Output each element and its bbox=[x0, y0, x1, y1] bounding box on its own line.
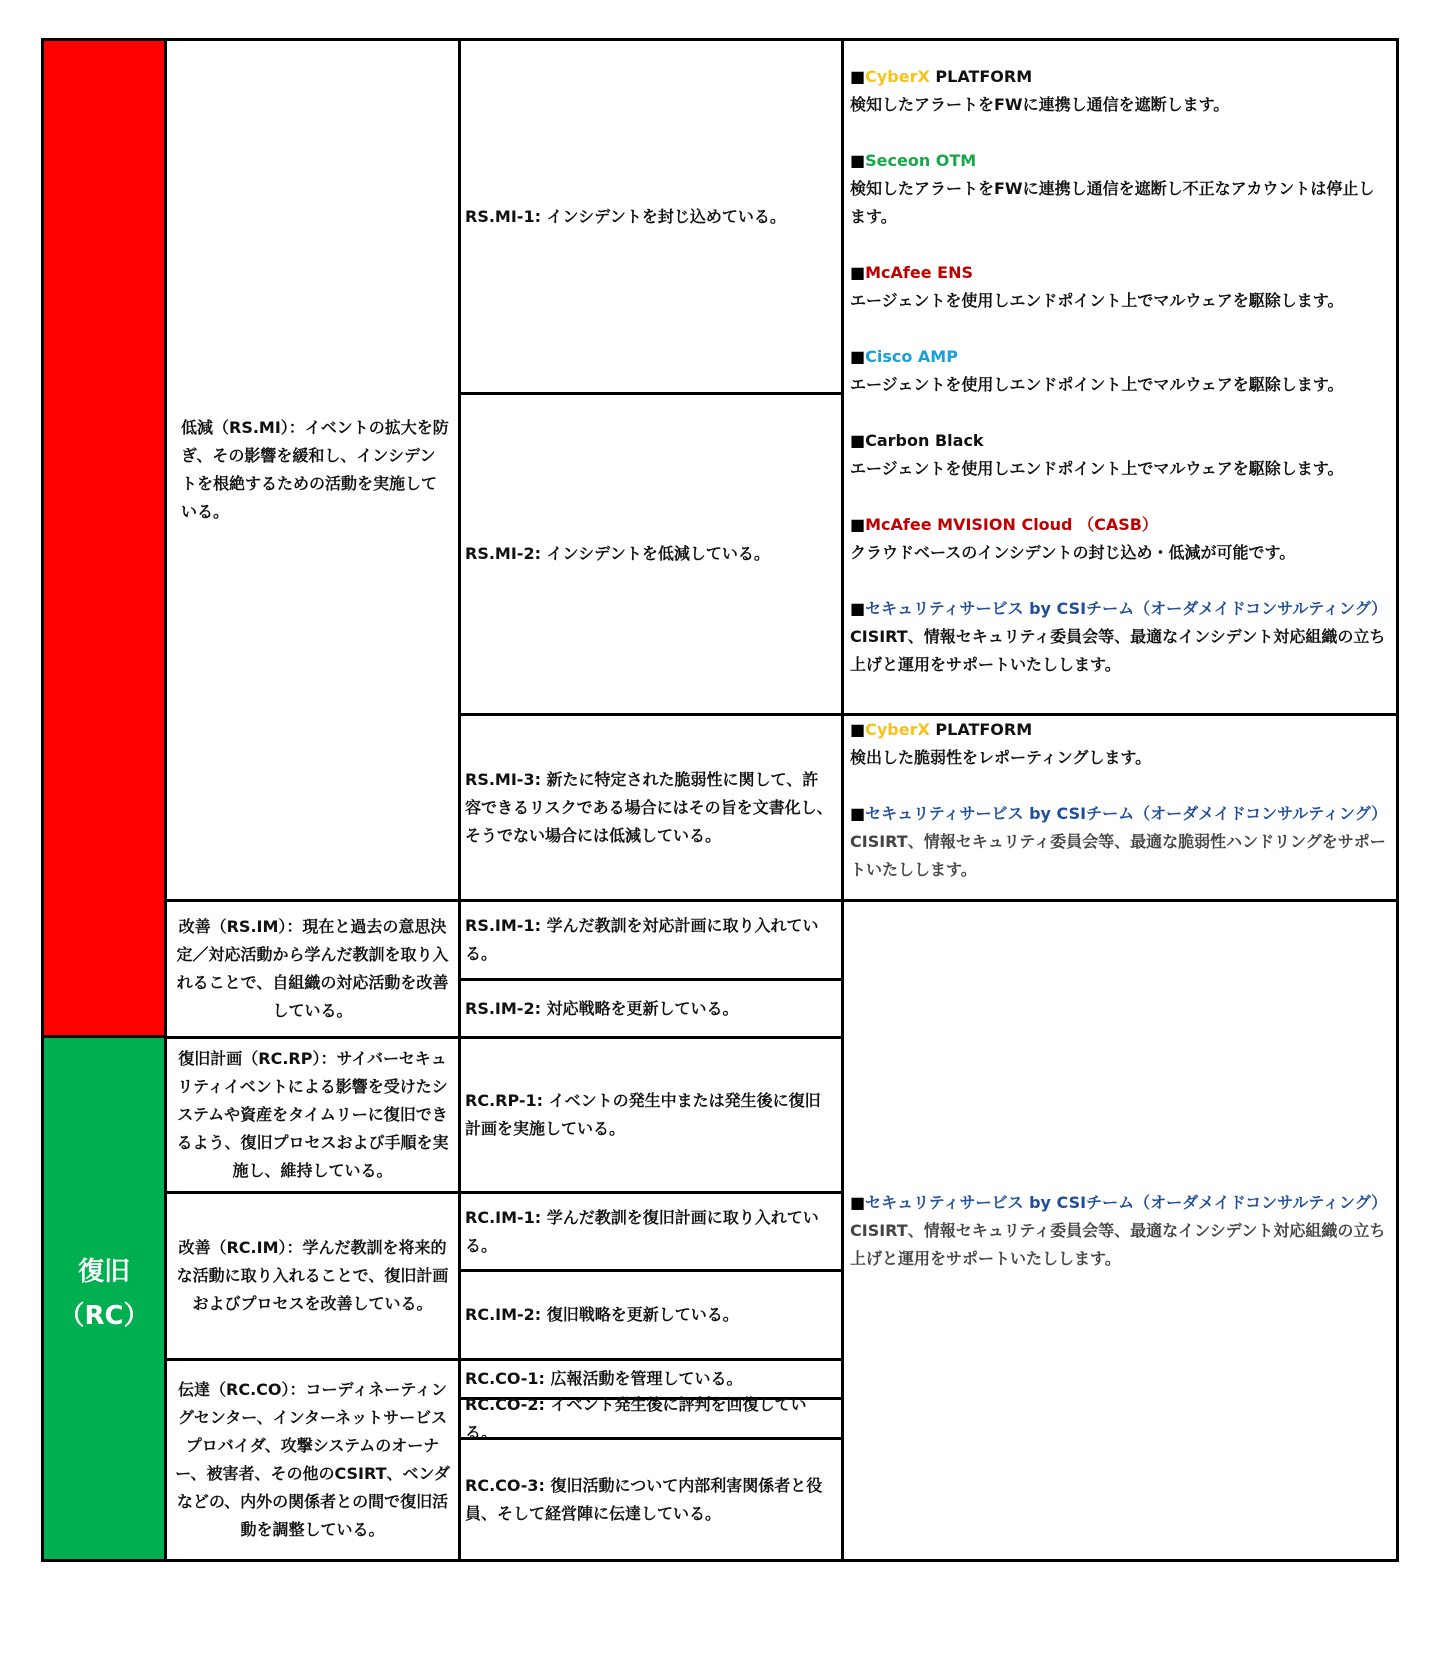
item-rs-mi-1-text: RS.MI-1: インシデントを封じ込めている。 bbox=[465, 206, 786, 226]
product-csi-name: セキュリティサービス by CSIチーム（オーダメイドコンサルティング） bbox=[865, 599, 1388, 618]
item-rc-co-2 bbox=[458, 1394, 844, 1442]
product-mvision-desc: クラウドベースのインシデントの封じ込め・低減が可能です。 bbox=[850, 543, 1296, 562]
item-rc-im-2-text: RC.IM-2: 復旧戦略を更新している。 bbox=[465, 1305, 739, 1324]
bullet-icon: ■ bbox=[850, 599, 866, 618]
subcategory-rc-rp-text: 復旧計画（RC.RP）：サイバーセキュリティイベントによる影響を受けたシステムや資産をタイムリーに復旧できるよう、復旧プロセスおよび手順を実施し、維持している。 bbox=[176, 1049, 449, 1180]
products-list bbox=[850, 63, 1390, 707]
item-rs-im-1 bbox=[458, 899, 844, 981]
item-rs-im-2-text: RS.IM-2: 対応戦略を更新している。 bbox=[465, 998, 739, 1018]
subcategory-rs-mi-text: 低減（RS.MI）：イベントの拡大を防ぎ、その影響を緩和し、インシデントを根絶するための活動を実施している。 bbox=[181, 418, 449, 521]
product-cyberx-desc: 検知したアラートをFWに連携し通信を遮断します。 bbox=[850, 95, 1230, 114]
item-rs-mi-1 bbox=[458, 38, 844, 395]
bullet-icon: ■ bbox=[850, 431, 866, 450]
item-rc-co-2-text: RC.CO-2: イベント発生後に評判を回復している。 bbox=[465, 1394, 807, 1442]
product-mcafee-ens bbox=[850, 259, 1390, 315]
item-rc-rp-1-text: RC.RP-1: イベントの発生中または発生後に復旧計画を実施している。 bbox=[465, 1091, 821, 1138]
bullet-icon: ■ bbox=[850, 720, 866, 739]
bullet-icon: ■ bbox=[850, 515, 866, 534]
subcategory-rc-rp bbox=[164, 1036, 461, 1194]
products-list bbox=[850, 716, 1390, 884]
rc-label-line2: （RC） bbox=[58, 1301, 150, 1331]
product-csi bbox=[850, 800, 1390, 884]
product-mvision-name: McAfee MVISION Cloud （CASB） bbox=[865, 515, 1158, 534]
rs-category-band bbox=[41, 38, 167, 1038]
item-rs-mi-2-text: RS.MI-2: インシデントを低減している。 bbox=[465, 544, 770, 563]
product-mcafee-ens-name: McAfee ENS bbox=[865, 263, 973, 282]
subcategory-rs-mi bbox=[164, 38, 461, 902]
product-carbon-black-desc: エージェントを使用しエンドポイント上でマルウェアを駆除します。 bbox=[850, 459, 1344, 478]
product-cyberx-desc: 検出した脆弱性をレポーティングします。 bbox=[850, 748, 1152, 767]
item-rs-mi-2 bbox=[458, 392, 844, 716]
item-rc-rp-1 bbox=[458, 1036, 844, 1194]
product-csi-name: セキュリティサービス by CSIチーム（オーダメイドコンサルティング） bbox=[865, 1192, 1388, 1212]
product-seceon-name: Seceon OTM bbox=[865, 151, 977, 170]
subcategory-rc-co-text: 伝達（RC.CO）：コーディネーティングセンター、インターネットサービスプロバイダ、攻撃システムのオーナー、被害者、その他のCSIRT、ベンダなどの、内外の関係者との間で復旧活動を調整している。 bbox=[175, 1380, 450, 1539]
product-cyberx-name-a: CyberX bbox=[865, 720, 930, 739]
item-rc-im-2 bbox=[458, 1269, 844, 1361]
subcategory-rs-im bbox=[164, 899, 461, 1039]
product-csi bbox=[850, 1189, 1390, 1273]
item-rc-im-1-text: RC.IM-1: 学んだ教訓を復旧計画に取り入れている。 bbox=[465, 1207, 819, 1255]
products-rs-im-rc bbox=[841, 899, 1399, 1562]
product-carbon-black bbox=[850, 427, 1390, 483]
rc-category-label bbox=[44, 1250, 164, 1338]
products-list bbox=[850, 1189, 1390, 1273]
product-carbon-black-name: Carbon Black bbox=[865, 431, 984, 450]
item-rc-co-1-text: RC.CO-1: 広報活動を管理している。 bbox=[465, 1369, 743, 1388]
product-csi-desc: CISIRT、情報セキュリティ委員会等、最適なインシデント対応組織の立ち上げと運用をサポートいたしします。 bbox=[850, 627, 1386, 674]
item-rs-im-2 bbox=[458, 978, 844, 1039]
product-cisco-amp-name: Cisco AMP bbox=[865, 347, 958, 366]
bullet-icon: ■ bbox=[850, 151, 866, 170]
product-csi-desc: CISIRT、情報セキュリティ委員会等、最適なインシデント対応組織の立ち上げと運用をサポートいたしします。 bbox=[850, 1220, 1386, 1268]
product-mcafee-ens-desc: エージェントを使用しエンドポイント上でマルウェアを駆除します。 bbox=[850, 291, 1344, 310]
product-cisco-amp-desc: エージェントを使用しエンドポイント上でマルウェアを駆除します。 bbox=[850, 375, 1344, 394]
product-csi-name: セキュリティサービス by CSIチーム（オーダメイドコンサルティング） bbox=[865, 804, 1388, 823]
subcategory-rc-co bbox=[164, 1358, 461, 1562]
product-seceon-desc: 検知したアラートをFWに連携し通信を遮断し不正なアカウントは停止します。 bbox=[850, 179, 1375, 226]
item-rs-im-1-text: RS.IM-1: 学んだ教訓を対応計画に取り入れている。 bbox=[465, 916, 819, 963]
product-cyberx bbox=[850, 63, 1390, 119]
item-rs-mi-3 bbox=[458, 713, 844, 902]
product-cyberx-name-b: PLATFORM bbox=[929, 720, 1033, 739]
products-rs-mi-1-2 bbox=[841, 38, 1399, 716]
item-rs-mi-3-text: RS.MI-3: 新たに特定された脆弱性に関して、許容できるリスクである場合にはその旨を文書化し、そうでない場合には低減している。 bbox=[465, 769, 833, 845]
bullet-icon: ■ bbox=[850, 347, 866, 366]
bullet-icon: ■ bbox=[850, 804, 866, 823]
product-seceon bbox=[850, 147, 1390, 231]
bullet-icon: ■ bbox=[850, 263, 866, 282]
bullet-icon: ■ bbox=[850, 1192, 866, 1212]
item-rc-im-1 bbox=[458, 1191, 844, 1272]
rc-category-band bbox=[41, 1038, 167, 1562]
product-csi bbox=[850, 595, 1390, 679]
subcategory-rc-im bbox=[164, 1191, 461, 1361]
product-cyberx bbox=[850, 716, 1390, 772]
item-rc-co-3-text: RC.CO-3: 復旧活動について内部利害関係者と役員、そして経営陣に伝達している。 bbox=[465, 1475, 823, 1523]
product-cisco-amp bbox=[850, 343, 1390, 399]
rc-label-line1: 復旧 bbox=[77, 1257, 130, 1287]
subcategory-rs-im-text: 改善（RS.IM）：現在と過去の意思決定／対応活動から学んだ教訓を取り入れることで、自組織の対応活動を改善している。 bbox=[176, 917, 449, 1020]
item-rc-co-3 bbox=[458, 1437, 844, 1562]
product-cyberx-name-b: PLATFORM bbox=[929, 67, 1033, 86]
product-cyberx-name-a: CyberX bbox=[865, 67, 930, 86]
products-rs-mi-3 bbox=[841, 713, 1399, 902]
product-csi-desc: CISIRT、情報セキュリティ委員会等、最適な脆弱性ハンドリングをサポートいたしします。 bbox=[850, 832, 1386, 879]
subcategory-rc-im-text: 改善（RC.IM）：学んだ教訓を将来的な活動に取り入れることで、復旧計画およびプロセスを改善している。 bbox=[176, 1238, 449, 1313]
product-mvision bbox=[850, 511, 1390, 567]
bullet-icon: ■ bbox=[850, 67, 866, 86]
